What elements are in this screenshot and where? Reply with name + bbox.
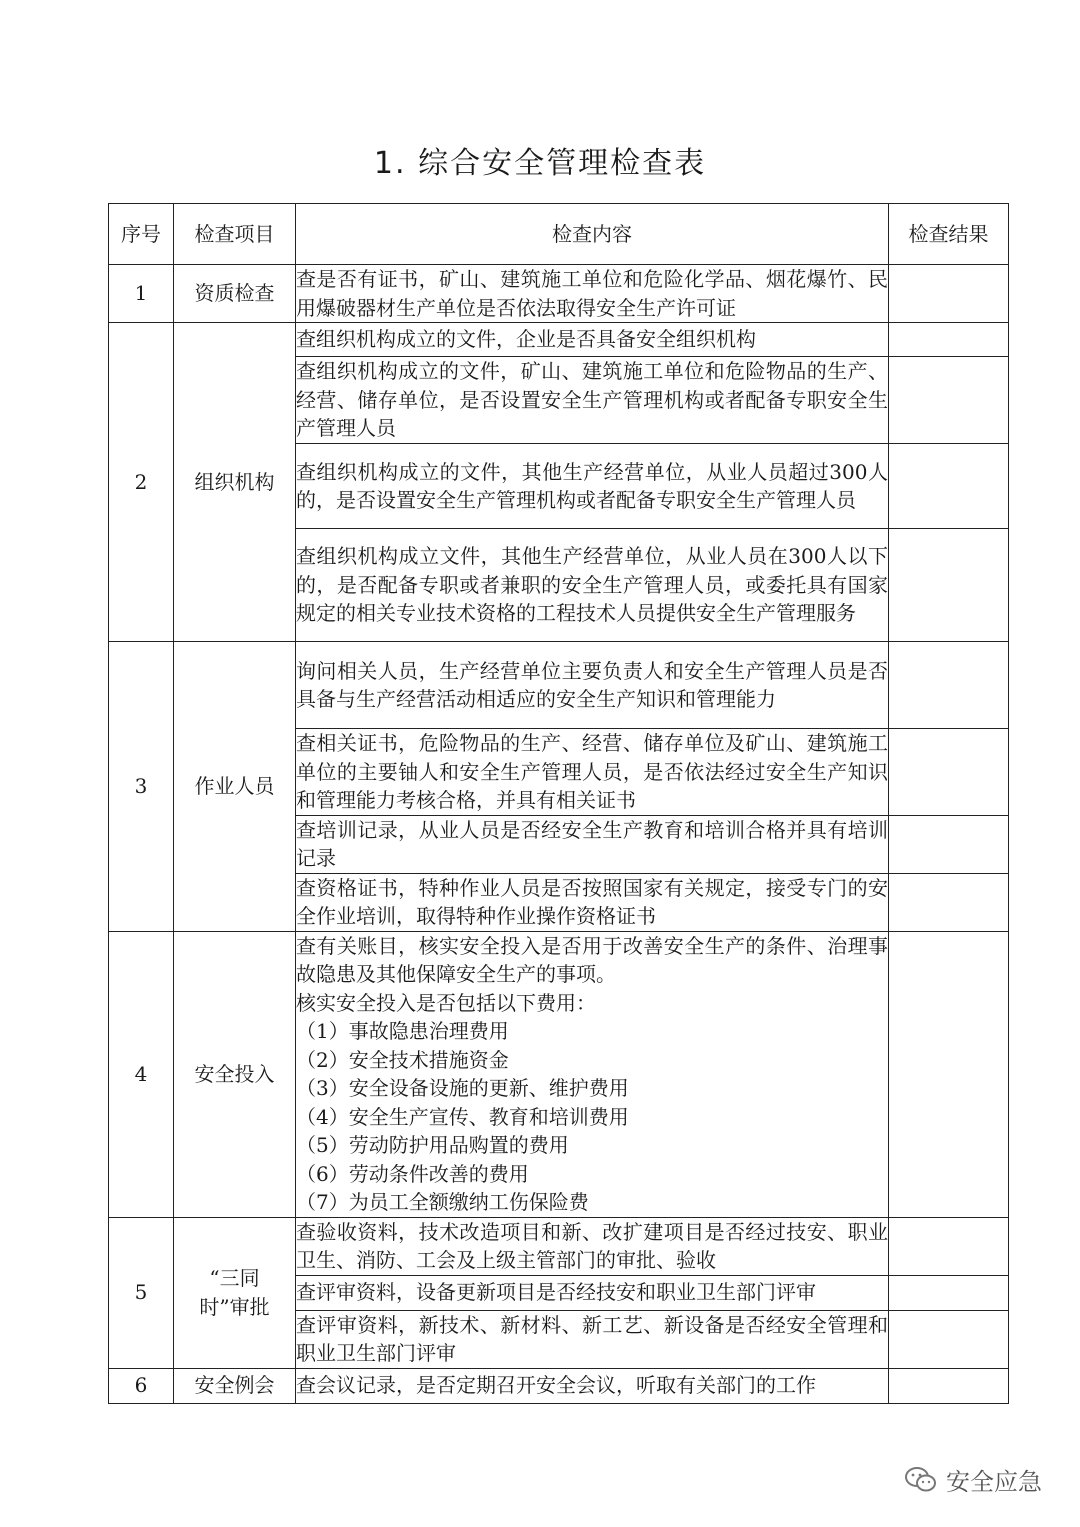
inspection-content: 查验收资料，技术改造项目和新、改扩建项目是否经过技安、职业卫生、消防、工会及上级主管部门的审批、验收 xyxy=(296,1217,889,1275)
inspection-content: 询问相关人员，生产经营单位主要负责人和安全生产管理人员是否具备与生产经营活动相适应的安全生产知识和管理能力 xyxy=(296,642,889,729)
watermark-text: 安全应急 xyxy=(946,1468,1042,1496)
content-line: （1）事故隐患治理费用 xyxy=(296,1019,509,1043)
page-title: 1. 综合安全管理检查表 xyxy=(373,146,707,181)
inspection-content: 查评审资料，新技术、新材料、新工艺、新设备是否经安全管理和职业卫生部门评审 xyxy=(296,1310,889,1368)
table-row xyxy=(109,642,1009,729)
result-cell[interactable] xyxy=(889,873,1009,931)
row-number: 1 xyxy=(109,265,174,323)
content-line: 查有关账目，核实安全投入是否用于改善安全生产的条件、治理事故隐患及其他保障安全生产的事项。 xyxy=(296,933,888,986)
result-cell[interactable] xyxy=(889,265,1009,323)
inspection-item: 安全投入 xyxy=(174,931,296,1217)
inspection-content: 查资格证书，特种作业人员是否按照国家有关规定，接受专门的安全作业培训，取得特种作业操作资格证书 xyxy=(296,873,889,931)
inspection-item: 作业人员 xyxy=(174,642,296,932)
result-cell[interactable] xyxy=(889,729,1009,816)
inspection-content: 查会议记录，是否定期召开安全会议，听取有关部门的工作 xyxy=(296,1368,889,1403)
result-cell[interactable] xyxy=(889,642,1009,729)
inspection-item: 组织机构 xyxy=(174,323,296,642)
inspection-item: 安全例会 xyxy=(174,1368,296,1403)
inspection-content: 查相关证书，危险物品的生产、经营、储存单位及矿山、建筑施工单位的主要铀人和安全生产管理人员，是否依法经过安全生产知识和管理能力考核合格，并具有相关证书 xyxy=(296,729,889,816)
header-item: 检查项目 xyxy=(174,204,296,265)
table-row xyxy=(109,931,1009,1217)
inspection-content: 查组织机构成立文件，其他生产经营单位，从业人员在300人以下的，是否配备专职或者兼职的安全生产管理人员，或委托具有国家规定的相关专业技术资格的工程技术人员提供安全生产管理服务 xyxy=(296,529,889,642)
result-cell[interactable] xyxy=(889,323,1009,357)
content-line: （6）劳动条件改善的费用 xyxy=(296,1161,529,1186)
wechat-watermark xyxy=(904,1462,1042,1497)
result-cell[interactable] xyxy=(889,931,1009,1217)
header-result: 检查结果 xyxy=(889,204,1009,265)
inspection-item: “三同时”审批 xyxy=(174,1217,296,1368)
content-line: （5）劳动防护用品购置的费用 xyxy=(296,1133,569,1157)
wechat-icon xyxy=(904,1465,938,1495)
result-cell[interactable] xyxy=(889,529,1009,642)
row-number: 6 xyxy=(109,1368,174,1403)
inspection-content: 查组织机构成立的文件，企业是否具备安全组织机构 xyxy=(296,323,889,357)
table-row xyxy=(109,265,1009,323)
table-header-row xyxy=(109,204,1009,265)
inspection-content: 查组织机构成立的文件，矿山、建筑施工单位和危险物品的生产、经营、储存单位，是否设置安全生产管理机构或者配备专职安全生产管理人员 xyxy=(296,357,889,444)
result-cell[interactable] xyxy=(889,357,1009,444)
result-cell[interactable] xyxy=(889,815,1009,873)
inspection-content: 查评审资料，设备更新项目是否经技安和职业卫生部门评审 xyxy=(296,1275,889,1310)
row-number: 3 xyxy=(109,642,174,932)
content-line: （3）安全设备设施的更新、维护费用 xyxy=(296,1076,629,1100)
table-row xyxy=(109,1217,1009,1275)
table-row xyxy=(109,1368,1009,1403)
inspection-content xyxy=(296,931,889,1217)
content-line: 核实安全投入是否包括以下费用： xyxy=(296,990,596,1015)
header-seq: 序号 xyxy=(109,204,174,265)
result-cell[interactable] xyxy=(889,1310,1009,1368)
result-cell[interactable] xyxy=(889,1275,1009,1310)
result-cell[interactable] xyxy=(889,1368,1009,1403)
row-number: 2 xyxy=(109,323,174,642)
header-content: 检查内容 xyxy=(296,204,889,265)
row-number: 4 xyxy=(109,931,174,1217)
table-row xyxy=(109,323,1009,357)
result-cell[interactable] xyxy=(889,1217,1009,1275)
result-cell[interactable] xyxy=(889,444,1009,529)
inspection-table xyxy=(108,203,1009,1404)
inspection-content: 查培训记录，从业人员是否经安全生产教育和培训合格并具有培训记录 xyxy=(296,815,889,873)
content-line: （2）安全技术措施资金 xyxy=(296,1047,509,1072)
inspection-item: 资质检查 xyxy=(174,265,296,323)
inspection-content: 查组织机构成立的文件，其他生产经营单位，从业人员超过300人的，是否设置安全生产管理机构或者配备专职安全生产管理人员 xyxy=(296,444,889,529)
row-number: 5 xyxy=(109,1217,174,1368)
content-line: （7）为员工全额缴纳工伤保险费 xyxy=(296,1190,589,1214)
content-line: （4）安全生产宣传、教育和培训费用 xyxy=(296,1104,629,1129)
inspection-content: 查是否有证书，矿山、建筑施工单位和危险化学品、烟花爆竹、民用爆破器材生产单位是否依法取得安全生产许可证 xyxy=(296,265,889,323)
